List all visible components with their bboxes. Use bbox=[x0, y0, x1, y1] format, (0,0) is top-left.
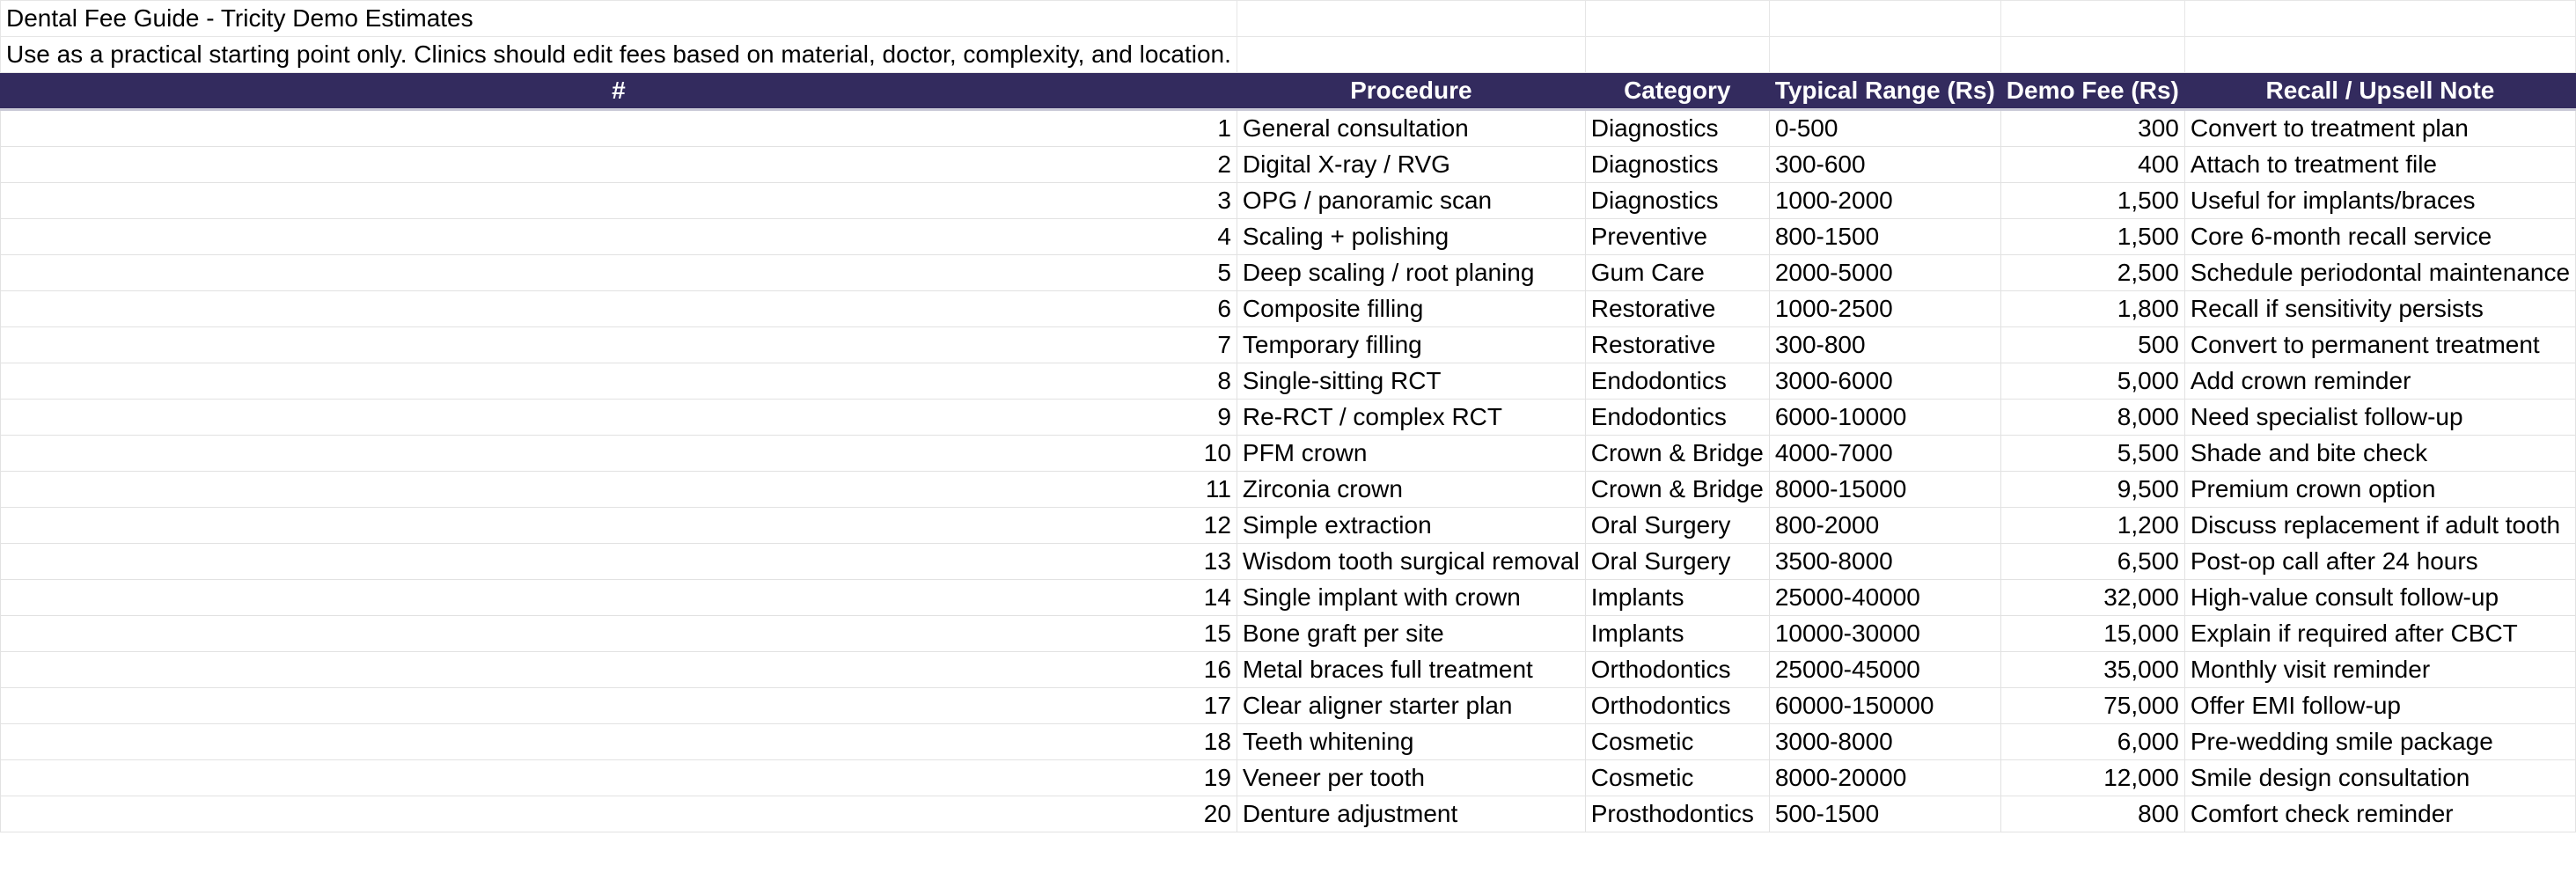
recall-note-cell[interactable] bbox=[2184, 183, 2575, 219]
title-row bbox=[1, 1, 2576, 37]
table-row bbox=[1, 544, 2576, 580]
demo-fee-cell[interactable]: 75,000 bbox=[2000, 688, 2184, 724]
procedure-cell[interactable]: Veneer per tooth bbox=[1237, 760, 1585, 796]
table-row bbox=[1, 327, 2576, 363]
range-cell[interactable]: 60000-150000 bbox=[1769, 688, 2000, 724]
recall-note-text: Offer EMI follow-up bbox=[2190, 692, 2401, 719]
header-procedure[interactable]: Procedure bbox=[1237, 73, 1585, 110]
row-number-cell[interactable]: 5 bbox=[1, 255, 1237, 291]
row-number-cell[interactable]: 7 bbox=[1, 327, 1237, 363]
recall-note-cell[interactable] bbox=[2184, 147, 2575, 183]
recall-note-cell[interactable] bbox=[2184, 544, 2575, 580]
recall-note-text: Core 6-month recall service bbox=[2190, 223, 2492, 250]
demo-fee-cell[interactable]: 1,200 bbox=[2000, 508, 2184, 544]
range-cell[interactable]: 10000-30000 bbox=[1769, 616, 2000, 652]
demo-fee-cell[interactable]: 5,500 bbox=[2000, 436, 2184, 472]
demo-fee-cell[interactable]: 400 bbox=[2000, 147, 2184, 183]
table-row bbox=[1, 580, 2576, 616]
category-cell[interactable]: Orthodontics bbox=[1585, 688, 1769, 724]
recall-note-text: High-value consult follow-up bbox=[2190, 583, 2499, 611]
table-row bbox=[1, 652, 2576, 688]
demo-fee-cell[interactable]: 6,000 bbox=[2000, 724, 2184, 760]
table-row bbox=[1, 760, 2576, 796]
recall-note-text: Attach to treatment file bbox=[2190, 150, 2437, 178]
row-number-cell[interactable]: 17 bbox=[1, 688, 1237, 724]
recall-note-cell[interactable] bbox=[2184, 616, 2575, 652]
procedure-cell[interactable]: Re-RCT / complex RCT bbox=[1237, 400, 1585, 436]
range-cell[interactable]: 4000-7000 bbox=[1769, 436, 2000, 472]
demo-fee-cell[interactable]: 1,800 bbox=[2000, 291, 2184, 327]
category-cell[interactable]: Endodontics bbox=[1585, 363, 1769, 400]
recall-note-text: Recall if sensitivity persists bbox=[2190, 295, 2484, 322]
table-row bbox=[1, 363, 2576, 400]
category-cell[interactable]: Endodontics bbox=[1585, 400, 1769, 436]
category-cell[interactable]: Cosmetic bbox=[1585, 760, 1769, 796]
table-row bbox=[1, 472, 2576, 508]
recall-note-cell[interactable] bbox=[2184, 724, 2575, 760]
category-cell[interactable]: Diagnostics bbox=[1585, 183, 1769, 219]
demo-fee-cell[interactable]: 8,000 bbox=[2000, 400, 2184, 436]
recall-note-text: Add crown reminder bbox=[2190, 367, 2411, 394]
header-typical-range[interactable]: Typical Range (Rs) bbox=[1769, 73, 2000, 110]
recall-note-cell[interactable] bbox=[2184, 110, 2575, 147]
row-number-cell[interactable]: 10 bbox=[1, 436, 1237, 472]
procedure-cell[interactable]: Single-sitting RCT bbox=[1237, 363, 1585, 400]
procedure-cell[interactable]: General consultation bbox=[1237, 110, 1585, 147]
recall-note-cell[interactable] bbox=[2184, 291, 2575, 327]
procedure-cell[interactable]: Clear aligner starter plan bbox=[1237, 688, 1585, 724]
recall-note-cell[interactable] bbox=[2184, 580, 2575, 616]
row-number-cell[interactable]: 18 bbox=[1, 724, 1237, 760]
range-cell[interactable]: 300-800 bbox=[1769, 327, 2000, 363]
demo-fee-cell[interactable]: 12,000 bbox=[2000, 760, 2184, 796]
category-cell[interactable]: Cosmetic bbox=[1585, 724, 1769, 760]
header-row bbox=[1, 73, 2576, 110]
row-number-cell[interactable]: 15 bbox=[1, 616, 1237, 652]
cell[interactable] bbox=[1769, 1, 2000, 37]
category-cell[interactable]: Crown & Bridge bbox=[1585, 436, 1769, 472]
procedure-cell[interactable]: OPG / panoramic scan bbox=[1237, 183, 1585, 219]
table-row bbox=[1, 436, 2576, 472]
cell[interactable] bbox=[1237, 1, 1585, 37]
category-cell[interactable]: Implants bbox=[1585, 580, 1769, 616]
range-cell[interactable]: 3000-8000 bbox=[1769, 724, 2000, 760]
procedure-cell[interactable]: Bone graft per site bbox=[1237, 616, 1585, 652]
recall-note-text: Post-op call after 24 hours bbox=[2190, 547, 2478, 575]
table-row bbox=[1, 147, 2576, 183]
recall-note-cell[interactable] bbox=[2184, 508, 2575, 544]
table-row bbox=[1, 796, 2576, 832]
cell[interactable] bbox=[2000, 1, 2184, 37]
recall-note-text: Convert to treatment plan bbox=[2190, 114, 2469, 142]
row-number-cell[interactable]: 4 bbox=[1, 219, 1237, 255]
category-cell[interactable]: Preventive bbox=[1585, 219, 1769, 255]
row-number-cell[interactable]: 6 bbox=[1, 291, 1237, 327]
procedure-cell[interactable]: Simple extraction bbox=[1237, 508, 1585, 544]
table-row bbox=[1, 508, 2576, 544]
procedure-cell[interactable]: PFM crown bbox=[1237, 436, 1585, 472]
row-number-cell[interactable]: 12 bbox=[1, 508, 1237, 544]
category-cell[interactable]: Oral Surgery bbox=[1585, 544, 1769, 580]
recall-note-text: Convert to permanent treatment bbox=[2190, 331, 2540, 358]
range-cell[interactable]: 6000-10000 bbox=[1769, 400, 2000, 436]
recall-note-text: Smile design consultation bbox=[2190, 764, 2470, 791]
demo-fee-cell[interactable]: 9,500 bbox=[2000, 472, 2184, 508]
recall-note-cell[interactable] bbox=[2184, 219, 2575, 255]
procedure-cell[interactable]: Composite filling bbox=[1237, 291, 1585, 327]
table-row bbox=[1, 724, 2576, 760]
header-number[interactable]: # bbox=[1, 73, 1237, 110]
header-category[interactable]: Category bbox=[1585, 73, 1769, 110]
procedure-cell[interactable]: Digital X-ray / RVG bbox=[1237, 147, 1585, 183]
category-cell[interactable]: Prosthodontics bbox=[1585, 796, 1769, 832]
recall-note-text: Premium crown option bbox=[2190, 475, 2436, 502]
demo-fee-cell[interactable]: 32,000 bbox=[2000, 580, 2184, 616]
range-cell[interactable]: 3000-6000 bbox=[1769, 363, 2000, 400]
demo-fee-cell[interactable]: 300 bbox=[2000, 110, 2184, 147]
row-number-cell[interactable]: 13 bbox=[1, 544, 1237, 580]
category-cell[interactable]: Diagnostics bbox=[1585, 147, 1769, 183]
row-number-cell[interactable]: 8 bbox=[1, 363, 1237, 400]
range-cell[interactable]: 800-1500 bbox=[1769, 219, 2000, 255]
procedure-cell[interactable]: Deep scaling / root planing bbox=[1237, 255, 1585, 291]
range-cell[interactable]: 25000-40000 bbox=[1769, 580, 2000, 616]
category-cell[interactable]: Crown & Bridge bbox=[1585, 472, 1769, 508]
header-demo-fee[interactable]: Demo Fee (Rs) bbox=[2000, 73, 2184, 110]
cell[interactable] bbox=[1585, 37, 1769, 73]
range-cell[interactable]: 1000-2000 bbox=[1769, 183, 2000, 219]
demo-fee-cell[interactable]: 2,500 bbox=[2000, 255, 2184, 291]
row-number-cell[interactable]: 11 bbox=[1, 472, 1237, 508]
procedure-cell[interactable]: Denture adjustment bbox=[1237, 796, 1585, 832]
recall-note-cell[interactable] bbox=[2184, 796, 2575, 832]
header-recall-note[interactable]: Recall / Upsell Note bbox=[2184, 73, 2575, 110]
range-cell[interactable]: 800-2000 bbox=[1769, 508, 2000, 544]
row-number-cell[interactable]: 9 bbox=[1, 400, 1237, 436]
recall-note-cell[interactable] bbox=[2184, 255, 2575, 291]
procedure-cell[interactable]: Single implant with crown bbox=[1237, 580, 1585, 616]
recall-note-text: Monthly visit reminder bbox=[2190, 656, 2431, 683]
row-number-cell[interactable]: 20 bbox=[1, 796, 1237, 832]
table-row bbox=[1, 219, 2576, 255]
recall-note-cell[interactable] bbox=[2184, 327, 2575, 363]
row-number-cell[interactable]: 1 bbox=[1, 110, 1237, 147]
recall-note-cell[interactable] bbox=[2184, 436, 2575, 472]
table-row bbox=[1, 255, 2576, 291]
range-cell[interactable]: 3500-8000 bbox=[1769, 544, 2000, 580]
recall-note-text: Comfort check reminder bbox=[2190, 800, 2454, 827]
demo-fee-cell[interactable]: 1,500 bbox=[2000, 219, 2184, 255]
row-number-cell[interactable]: 19 bbox=[1, 760, 1237, 796]
sheet-title: Dental Fee Guide - Tricity Demo Estimates bbox=[6, 4, 473, 32]
row-number-cell[interactable]: 14 bbox=[1, 580, 1237, 616]
sheet-subtitle-cell[interactable] bbox=[1, 37, 1237, 73]
demo-fee-cell[interactable]: 800 bbox=[2000, 796, 2184, 832]
cell[interactable] bbox=[1769, 37, 2000, 73]
range-cell[interactable]: 300-600 bbox=[1769, 147, 2000, 183]
recall-note-text: Useful for implants/braces bbox=[2190, 187, 2476, 214]
range-cell[interactable]: 2000-5000 bbox=[1769, 255, 2000, 291]
procedure-cell[interactable]: Teeth whitening bbox=[1237, 724, 1585, 760]
recall-note-cell[interactable] bbox=[2184, 688, 2575, 724]
row-number-cell[interactable]: 2 bbox=[1, 147, 1237, 183]
table-row bbox=[1, 616, 2576, 652]
demo-fee-cell[interactable]: 6,500 bbox=[2000, 544, 2184, 580]
procedure-cell[interactable]: Scaling + polishing bbox=[1237, 219, 1585, 255]
cell[interactable] bbox=[2184, 1, 2575, 37]
range-cell[interactable]: 8000-15000 bbox=[1769, 472, 2000, 508]
recall-note-cell[interactable] bbox=[2184, 400, 2575, 436]
sheet-title-cell[interactable] bbox=[1, 1, 1237, 37]
recall-note-cell[interactable] bbox=[2184, 363, 2575, 400]
demo-fee-cell[interactable]: 1,500 bbox=[2000, 183, 2184, 219]
range-cell[interactable]: 25000-45000 bbox=[1769, 652, 2000, 688]
recall-note-cell[interactable] bbox=[2184, 472, 2575, 508]
procedure-cell[interactable]: Wisdom tooth surgical removal bbox=[1237, 544, 1585, 580]
demo-fee-cell[interactable]: 15,000 bbox=[2000, 616, 2184, 652]
table-row bbox=[1, 291, 2576, 327]
demo-fee-cell[interactable]: 500 bbox=[2000, 327, 2184, 363]
procedure-cell[interactable]: Temporary filling bbox=[1237, 327, 1585, 363]
table-row bbox=[1, 183, 2576, 219]
category-cell[interactable]: Oral Surgery bbox=[1585, 508, 1769, 544]
demo-fee-cell[interactable]: 35,000 bbox=[2000, 652, 2184, 688]
recall-note-text: Need specialist follow-up bbox=[2190, 403, 2463, 430]
range-cell[interactable]: 0-500 bbox=[1769, 110, 2000, 147]
range-cell[interactable]: 1000-2500 bbox=[1769, 291, 2000, 327]
recall-note-text: Explain if required after CBCT bbox=[2190, 620, 2518, 647]
subtitle-row bbox=[1, 37, 2576, 73]
category-cell[interactable]: Orthodontics bbox=[1585, 652, 1769, 688]
recall-note-text: Shade and bite check bbox=[2190, 439, 2428, 466]
row-number-cell[interactable]: 16 bbox=[1, 652, 1237, 688]
procedure-cell[interactable]: Metal braces full treatment bbox=[1237, 652, 1585, 688]
range-cell[interactable]: 8000-20000 bbox=[1769, 760, 2000, 796]
range-cell[interactable]: 500-1500 bbox=[1769, 796, 2000, 832]
table-row bbox=[1, 688, 2576, 724]
demo-fee-cell[interactable]: 5,000 bbox=[2000, 363, 2184, 400]
category-cell[interactable]: Diagnostics bbox=[1585, 110, 1769, 147]
recall-note-text: Schedule periodontal maintenance bbox=[2190, 259, 2571, 286]
procedure-cell[interactable]: Zirconia crown bbox=[1237, 472, 1585, 508]
category-cell[interactable]: Implants bbox=[1585, 616, 1769, 652]
cell[interactable] bbox=[2184, 37, 2575, 73]
cell[interactable] bbox=[2000, 37, 2184, 73]
recall-note-cell[interactable] bbox=[2184, 760, 2575, 796]
cell[interactable] bbox=[1585, 1, 1769, 37]
table-row bbox=[1, 110, 2576, 147]
table-row bbox=[1, 400, 2576, 436]
recall-note-text: Pre-wedding smile package bbox=[2190, 728, 2493, 755]
category-cell[interactable]: Restorative bbox=[1585, 327, 1769, 363]
category-cell[interactable]: Restorative bbox=[1585, 291, 1769, 327]
sheet-subtitle: Use as a practical starting point only. Clinics should edit fees based on material, doctor, complexity, and location. bbox=[6, 40, 1231, 68]
recall-note-cell[interactable] bbox=[2184, 652, 2575, 688]
recall-note-text: Discuss replacement if adult tooth bbox=[2190, 511, 2561, 539]
cell[interactable] bbox=[1237, 37, 1585, 73]
category-cell[interactable]: Gum Care bbox=[1585, 255, 1769, 291]
row-number-cell[interactable]: 3 bbox=[1, 183, 1237, 219]
